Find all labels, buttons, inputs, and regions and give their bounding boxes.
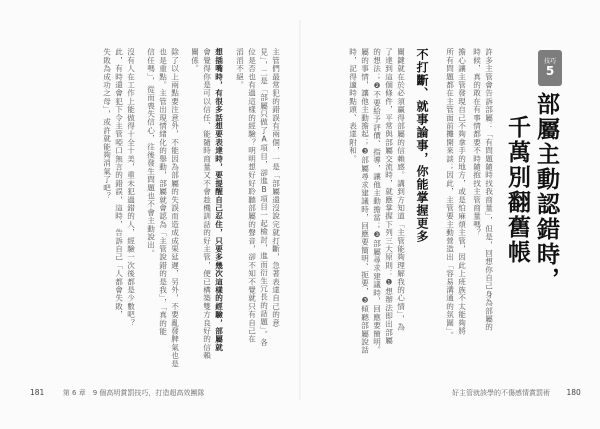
body-col: 除了以上兩點要注意外，不能因為部屬的失誤而造成成果延遲，另外，不要亂發脾氣也是 xyxy=(170,48,180,368)
tip-number: 5 xyxy=(545,64,555,78)
body-col: 關鍵就在於必須贏得部屬的信賴感。講到方知道「主管能夠理解我的心情」，為 xyxy=(396,48,406,332)
body-col: 了達到這個條件，平常與部屬交流時，就應掌握下列三大原則：❶想辦法即出部屬 xyxy=(384,48,394,345)
body-col: 擔心讓主管發現自己不夠拿手的地方，或是怕麻煩主管，因此上班族不太能夠將 xyxy=(457,48,467,335)
body-col: 見」，二是「部屬只做了A項目，卻進B項目一起檢討，進而衍生冗長的話題」。各 xyxy=(259,48,269,347)
body-col: 的想法；❷不要給予評價、指導，讓他主動擔當；❸部屬尋求建議時，回應要簡明。 xyxy=(372,48,382,355)
chapter-title-line2: 千萬別翻舊帳 xyxy=(504,115,530,265)
body-col: 關係。 xyxy=(190,48,200,73)
body-col: 此，有時還會犯下令主管啞口無言的錯誤，這時，告訴自己「人都會失敗， xyxy=(114,48,124,319)
body-col: 滔滔不絕。 xyxy=(235,48,245,89)
left-page-number: 181 xyxy=(30,388,45,397)
body-col: 會覺得你是可以信任、能隨時商量又不會趁機訓話的好主管，便已構築雙方良好的信賴 xyxy=(202,48,212,360)
right-page-number: 180 xyxy=(566,388,581,397)
body-col-bold: 想插嘴時，有很多話想要表達時，要提醒自己忍住，只要多幾次這樣的經驗，部屬就 xyxy=(214,48,224,352)
body-col: 失敗為成功之母」，或許就能夠消氣了吧？ xyxy=(102,48,112,200)
body-col: 屬的事情，讓他主動擔起；❸部屬尋求建議時，回應要簡明、扼要，❸傾聽部屬說話 xyxy=(360,48,370,355)
tip-label: 技巧 xyxy=(543,58,556,65)
body-col: 沒有人在工作上能做得十全十美，重未犯過錯的人，經驗一次後都是少數吧？ xyxy=(126,48,136,327)
left-running-head: 第 6 章 9 個高明賞罰技巧，打造超高效團隊 xyxy=(62,389,205,397)
body-col: 時候，真的敢在有事情都要不時隨抱找主管商量嗎？ xyxy=(472,48,482,237)
right-footer xyxy=(452,388,581,398)
body-col: 信任嗎」，從而喪失信心，往後發生問題也不會主動說出。 xyxy=(146,48,156,258)
body-col: 主管們最常犯的錯誤有兩個，一是「部屬還沒說完就打斷，急著表達自己的意 xyxy=(271,48,281,327)
body-col: 許多主管會告訴部屬：「有問題隨時找我商量」，但是，回想你自己身為部屬的 xyxy=(484,48,494,332)
body-col: 所有問題都在主管面前攤開來談；因此，主管要主動營造出「容易溝通的氛圍」。 xyxy=(445,48,455,340)
body-col: 時，記得適時點頭、表達附和。 xyxy=(348,48,358,163)
section-subhead: 不打斷、就事論事，你能掌握更多 xyxy=(415,48,429,243)
body-col: 也是重點。主管出現情緒化的舉動，部屬就會認為「主管說錯的是我」，「真的能 xyxy=(158,48,168,336)
right-running-head: 好主管就該學的不傷感情賞罰術 xyxy=(452,389,550,397)
page-gutter xyxy=(299,20,301,400)
tip-badge xyxy=(538,50,562,86)
body-col: 位是否也有過這樣的經驗？明明想好好聆聽部屬的聲音，卻不知不覺就只有自己在 xyxy=(247,48,257,344)
chapter-title-line1: 部屬主動認錯時， xyxy=(533,92,559,292)
left-footer xyxy=(30,388,204,398)
